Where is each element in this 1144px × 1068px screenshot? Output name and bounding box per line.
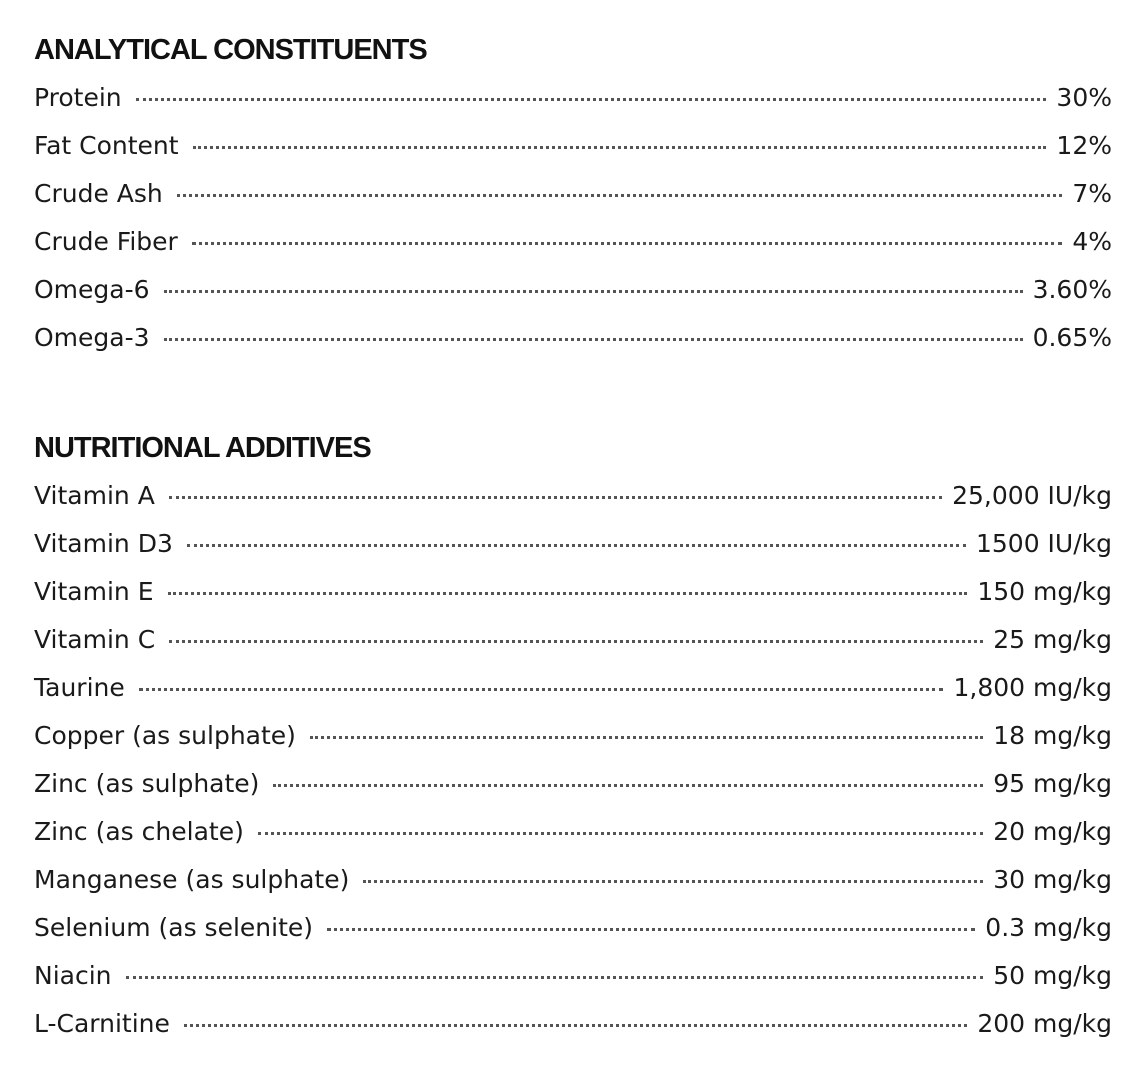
dotted-leader [136,98,1047,101]
item-label: Copper (as sulphate) [34,721,296,750]
item-value: 18 mg/kg [993,721,1112,750]
dotted-leader [139,688,944,691]
item-value: 7% [1072,179,1112,208]
additives-list [34,478,1112,1054]
dotted-leader [273,784,983,787]
item-value: 50 mg/kg [993,961,1112,990]
dotted-leader [363,880,983,883]
list-item [34,958,1112,1006]
item-value: 150 mg/kg [977,577,1112,606]
item-label: Vitamin E [34,577,154,606]
list-item [34,766,1112,814]
item-value: 30% [1056,83,1112,112]
dotted-leader [164,290,1023,293]
dotted-leader [168,592,968,595]
item-label: L-Carnitine [34,1009,170,1038]
dotted-leader [126,976,984,979]
item-value: 3.60% [1032,275,1112,304]
list-item [34,80,1112,128]
list-item [34,526,1112,574]
item-label: Fat Content [34,131,179,160]
item-value: 95 mg/kg [993,769,1112,798]
dotted-leader [192,242,1063,245]
list-item [34,622,1112,670]
dotted-leader [169,640,983,643]
item-label: Crude Fiber [34,227,178,256]
item-value: 30 mg/kg [993,865,1112,894]
dotted-leader [177,194,1063,197]
nutritional-additives-section [34,428,1112,1054]
list-item [34,272,1112,320]
list-item [34,862,1112,910]
item-label: Taurine [34,673,125,702]
section-title: ANALYTICAL CONSTITUENTS [34,34,427,66]
list-item [34,176,1112,224]
dotted-leader [187,544,966,547]
item-value: 12% [1056,131,1112,160]
dotted-leader [193,146,1047,149]
dotted-leader [164,338,1023,341]
list-item [34,814,1112,862]
list-item [34,320,1112,368]
item-value: 1,800 mg/kg [953,673,1112,702]
item-value: 4% [1072,227,1112,256]
nutrition-panel [34,30,1112,1054]
item-label: Selenium (as selenite) [34,913,314,942]
list-item [34,1006,1112,1054]
section-spacer [34,368,1112,428]
analytical-list [34,80,1112,368]
item-label: Vitamin A [34,481,155,510]
list-item [34,574,1112,622]
dotted-leader [310,736,983,739]
item-label: Zinc (as chelate) [34,817,244,846]
item-value: 200 mg/kg [977,1009,1112,1038]
item-label: Omega-6 [34,275,150,304]
item-label: Zinc (as sulphate) [34,769,260,798]
list-item [34,910,1112,958]
list-item [34,718,1112,766]
dotted-leader [327,928,975,931]
item-value: 25,000 IU/kg [952,481,1112,510]
list-item [34,478,1112,526]
item-value: 1500 IU/kg [975,529,1112,558]
dotted-leader [258,832,983,835]
item-label: Protein [34,83,122,112]
item-value: 0.3 mg/kg [985,913,1112,942]
dotted-leader [169,496,942,499]
item-label: Niacin [34,961,112,990]
item-label: Vitamin C [34,625,156,654]
list-item [34,670,1112,718]
dotted-leader [184,1024,967,1027]
item-label: Omega-3 [34,323,150,352]
list-item [34,224,1112,272]
item-label: Crude Ash [34,179,163,208]
item-label: Manganese (as sulphate) [34,865,350,894]
list-item [34,128,1112,176]
item-value: 0.65% [1032,323,1112,352]
item-label: Vitamin D3 [34,529,173,558]
item-value: 25 mg/kg [993,625,1112,654]
section-title: NUTRITIONAL ADDITIVES [34,432,371,464]
item-value: 20 mg/kg [993,817,1112,846]
analytical-constituents-section [34,30,1112,368]
